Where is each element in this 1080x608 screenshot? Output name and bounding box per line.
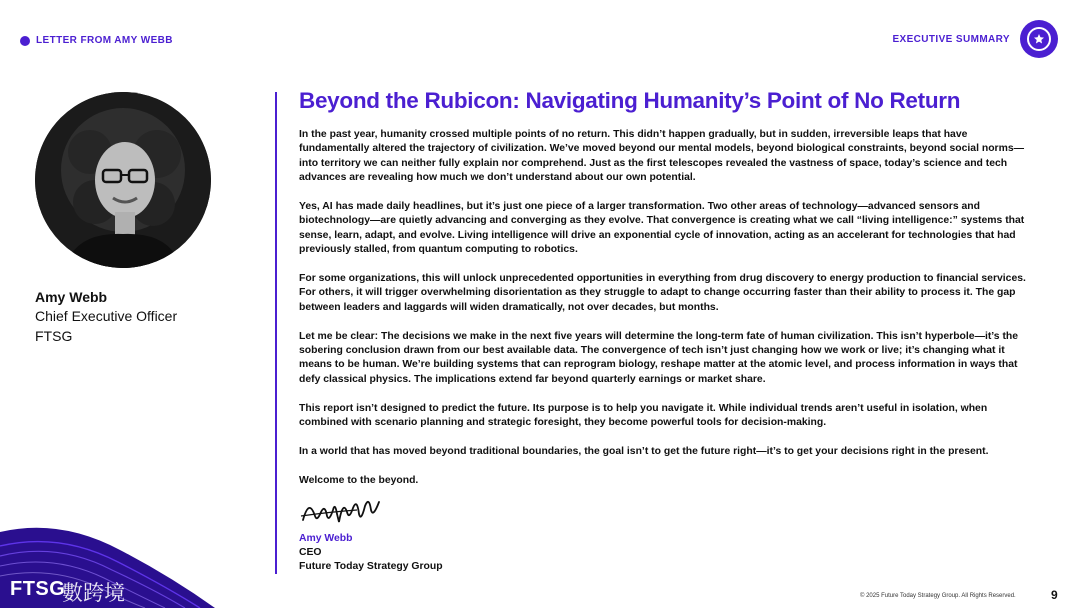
header-left <box>20 35 173 46</box>
copyright: © 2025 Future Today Strategy Group. All Rights Reserved. <box>860 593 1016 599</box>
paragraph: In a world that has moved beyond traditional boundaries, the goal isn’t to get the future right—it’s to get your decisions right in the present. <box>299 445 989 457</box>
bullet-dot-icon <box>20 36 30 46</box>
page-number: 9 <box>1051 588 1058 602</box>
header-right <box>892 20 1058 58</box>
handwritten-signature <box>299 494 389 533</box>
watermark: 數跨境 <box>62 582 125 605</box>
paragraph: Let me be clear: The decisions we make in the next five years will determine the long-term fate of human civilization. This isn’t hyperbole—it’s the sobering conclusion drawn from our best available data. The convergence of tech isn’t just changing how we work or live; it’s changing what it means to be human. We’re building systems that can reprogram biology, reshape matter at the atomic level, and process information in ways that defy classical physics. The implications extend far beyond quarterly earnings or market share. <box>299 330 1019 385</box>
paragraph: In the past year, humanity crossed multiple points of no return. This didn’t happen gradually, but in sudden, irreversible leaps that have fundamentally altered the trajectory of civilization. We’ve moved beyond our mental models, beyond biological constraints, beyond social norms—into territory we can neither fully explain nor comprehend. Just as the first telescopes revealed the vastness of space, today’s science and tech advances are revealing how much we don’t understand about our own potential. <box>299 129 1024 184</box>
paragraph: For some organizations, this will unlock unprecedented opportunities in everything from drug discovery to energy production to financial services. For others, it will trigger overwhelming disorientation as they struggle to adapt to change occurring faster than their ability to process it. The gap between leaders and laggards will widen dramatically, not over decades, but months. <box>299 273 1026 313</box>
closing-line: Welcome to the beyond. <box>299 474 419 486</box>
author-portrait <box>35 92 211 268</box>
paragraph: Yes, AI has made daily headlines, but it’s just one piece of a larger transformation. Two other areas of technology—advanced sensors and biotechnology—are quietly advancing and converging as they evolve. That convergence is creating what we call “living intelligence:” systems that sense, learn, adapt, and evolve. Living intelligence will drive an exponential cycle of innovation, acting as an accelerant for technologies that had previously stalled, from quantum computing to robotics. <box>299 201 1025 256</box>
ftsg-logo: FTSG <box>10 578 66 600</box>
section-kicker: LETTER FROM AMY WEBB <box>36 35 173 46</box>
signature-role: CEO <box>299 547 322 558</box>
section-label: EXECUTIVE SUMMARY <box>892 33 1010 45</box>
person-name: Amy Webb <box>35 289 108 305</box>
paragraph: This report isn’t designed to predict the future. Its purpose is to help you navigate it. While individual trends aren’t useful in isolation, when combined with scenario planning and strategic foresight, they become powerful tools for decision-making. <box>299 402 988 429</box>
star-badge <box>1020 20 1058 58</box>
signature-org: Future Today Strategy Group <box>299 561 443 572</box>
letter-title: Beyond the Rubicon: Navigating Humanity’s Point of No Return <box>299 88 961 113</box>
letter-body <box>299 88 1039 502</box>
person-org: FTSG <box>35 328 73 344</box>
signature-name: Amy Webb <box>299 533 353 544</box>
divider-line <box>275 92 277 574</box>
person-title: Chief Executive Officer <box>35 308 178 324</box>
star-icon <box>1033 33 1045 45</box>
